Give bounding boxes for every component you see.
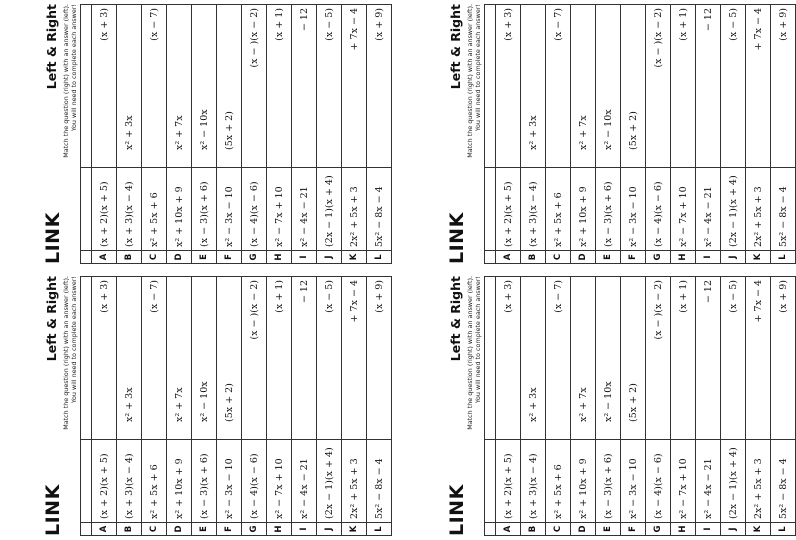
question-cell: (x + 3)(x − 4) — [117, 440, 142, 523]
row-letter: D — [167, 523, 192, 536]
answer-cell — [342, 277, 367, 440]
row-letter: F — [217, 251, 242, 264]
table-row — [746, 277, 771, 536]
row-letter: I — [292, 251, 317, 264]
answer-right: + 7x − 4 — [752, 8, 764, 51]
row-letter: D — [571, 251, 596, 264]
table-row — [292, 5, 317, 264]
row-letter: K — [746, 523, 771, 536]
table-row — [267, 5, 292, 264]
table-row — [546, 277, 571, 536]
matching-table-body — [81, 277, 392, 536]
answer-cell — [292, 5, 317, 168]
question-cell: x² + 5x + 6 — [546, 168, 571, 251]
question-cell: x² − 4x − 21 — [696, 168, 721, 251]
question-cell: (x − 4)(x − 6) — [242, 168, 267, 251]
table-row — [771, 277, 796, 536]
answer-left: x² + 7x — [577, 115, 589, 150]
question-cell: x² − 4x − 21 — [696, 440, 721, 523]
worksheet-instructions — [63, 276, 78, 536]
question-cell: 2x² + 5x + 3 — [342, 168, 367, 251]
answer-left: (5x + 2) — [627, 383, 639, 422]
row-letter: C — [546, 251, 571, 264]
table-row — [342, 277, 367, 536]
answer-left: (5x + 2) — [223, 383, 235, 422]
answer-cell — [746, 277, 771, 440]
worksheet-header — [44, 4, 78, 264]
row-letter: D — [167, 251, 192, 264]
question-cell: 5x² − 8x − 4 — [771, 440, 796, 523]
question-cell: x² − 3x − 10 — [217, 440, 242, 523]
answer-cell — [646, 277, 671, 440]
table-row — [596, 5, 621, 264]
table-row — [521, 277, 546, 536]
answer-right: (x + 9) — [777, 280, 789, 313]
answer-cell — [192, 5, 217, 168]
row-letter: I — [696, 523, 721, 536]
worksheet-title: LINK — [42, 212, 64, 264]
question-cell: 5x² − 8x − 4 — [367, 440, 392, 523]
table-row — [771, 5, 796, 264]
answer-cell — [671, 5, 696, 168]
answer-left: x² + 3x — [527, 387, 539, 422]
row-letter: D — [571, 523, 596, 536]
answer-cell — [621, 5, 646, 168]
question-cell: (2x − 1)(x + 4) — [317, 440, 342, 523]
question-cell: x² + 5x + 6 — [546, 440, 571, 523]
answer-right: (x + 3) — [502, 280, 514, 313]
answer-cell — [292, 277, 317, 440]
row-letter: A — [496, 523, 521, 536]
row-letter: B — [521, 251, 546, 264]
answer-cell — [117, 5, 142, 168]
answer-right: (x + 3) — [98, 280, 110, 313]
question-cell: x² + 5x + 6 — [142, 168, 167, 251]
row-letter: K — [342, 251, 367, 264]
table-row — [92, 5, 117, 264]
row-letter: A — [92, 523, 117, 536]
answer-right: (x − )(x − 2) — [248, 280, 260, 340]
question-cell: x² − 4x − 21 — [292, 168, 317, 251]
question-cell: x² − 7x + 10 — [267, 440, 292, 523]
link-worksheet — [446, 4, 789, 264]
row-letter: K — [746, 251, 771, 264]
row-letter: E — [596, 523, 621, 536]
question-cell: (x − 4)(x − 6) — [242, 440, 267, 523]
answer-right: (x − )(x − 2) — [652, 8, 664, 68]
row-letter: A — [496, 251, 521, 264]
answer-right: + 7x − 4 — [752, 280, 764, 323]
question-cell — [485, 168, 496, 251]
row-letter: L — [367, 251, 392, 264]
answer-cell — [646, 5, 671, 168]
instruction-line: Match the question (right) with an answer (left). — [62, 4, 70, 158]
matching-table — [80, 4, 392, 264]
question-cell: x² − 4x − 21 — [292, 440, 317, 523]
answer-cell — [671, 277, 696, 440]
answer-cell — [571, 5, 596, 168]
answer-cell — [367, 5, 392, 168]
table-row — [696, 277, 721, 536]
table-row — [696, 5, 721, 264]
row-letter — [485, 251, 496, 264]
answer-right: (x + 9) — [373, 280, 385, 313]
table-row — [546, 5, 571, 264]
answer-cell — [267, 277, 292, 440]
question-cell: (x + 2)(x + 5) — [496, 440, 521, 523]
matching-table — [484, 276, 796, 536]
answer-right: − 12 — [298, 8, 310, 32]
answer-cell — [242, 277, 267, 440]
answer-left: (5x + 2) — [223, 111, 235, 150]
table-row — [317, 5, 342, 264]
table-row — [496, 277, 521, 536]
table-row — [746, 5, 771, 264]
question-cell: x² + 10x + 9 — [571, 168, 596, 251]
question-cell: (x − 4)(x − 6) — [646, 440, 671, 523]
answer-right: (x + 1) — [273, 8, 285, 41]
instruction-line: Match the question (right) with an answer (left). — [466, 276, 474, 430]
question-cell: 5x² − 8x − 4 — [367, 168, 392, 251]
question-cell — [485, 440, 496, 523]
answer-cell — [217, 277, 242, 440]
answer-cell — [621, 277, 646, 440]
question-cell: x² − 7x + 10 — [267, 168, 292, 251]
answer-right: − 12 — [702, 280, 714, 304]
table-row — [192, 5, 217, 264]
question-cell: 2x² + 5x + 3 — [342, 440, 367, 523]
table-row — [596, 277, 621, 536]
table-row — [167, 277, 192, 536]
table-row — [167, 5, 192, 264]
answer-cell — [771, 5, 796, 168]
answer-left: x² + 3x — [527, 115, 539, 150]
row-letter: J — [721, 523, 746, 536]
matching-table-body — [81, 5, 392, 264]
answer-cell — [485, 5, 496, 168]
row-letter: B — [117, 523, 142, 536]
question-cell: (x + 3)(x − 4) — [117, 168, 142, 251]
answer-cell — [217, 5, 242, 168]
question-cell: 5x² − 8x − 4 — [771, 168, 796, 251]
table-row — [192, 277, 217, 536]
worksheet-title: LINK — [42, 484, 64, 536]
table-row — [721, 5, 746, 264]
question-cell: (2x − 1)(x + 4) — [317, 168, 342, 251]
question-cell: x² − 7x + 10 — [671, 440, 696, 523]
answer-right: (x − 7) — [148, 8, 160, 41]
table-row — [142, 5, 167, 264]
answer-cell — [367, 277, 392, 440]
answer-right: (x − )(x − 2) — [248, 8, 260, 68]
answer-cell — [596, 5, 621, 168]
row-letter: F — [217, 523, 242, 536]
answer-cell — [721, 277, 746, 440]
worksheet-title: LINK — [446, 212, 468, 264]
table-row — [242, 277, 267, 536]
answer-cell — [317, 5, 342, 168]
answer-left: x² − 10x — [602, 109, 614, 150]
table-row — [571, 5, 596, 264]
answer-cell — [485, 277, 496, 440]
worksheet-subtitle: Left & Right — [448, 4, 463, 90]
row-letter: G — [646, 251, 671, 264]
answer-right: (x − )(x − 2) — [652, 280, 664, 340]
answer-left: x² − 10x — [198, 381, 210, 422]
row-letter: I — [696, 251, 721, 264]
answer-left: (5x + 2) — [627, 111, 639, 150]
row-letter: C — [546, 523, 571, 536]
row-letter: E — [596, 251, 621, 264]
table-row — [571, 277, 596, 536]
answer-cell — [92, 5, 117, 168]
question-cell: (x − 3)(x + 6) — [192, 168, 217, 251]
link-worksheet — [42, 4, 385, 264]
row-letter: J — [317, 523, 342, 536]
question-cell: (x + 2)(x + 5) — [92, 168, 117, 251]
table-row — [142, 277, 167, 536]
table-row — [317, 277, 342, 536]
link-worksheet — [446, 276, 789, 536]
row-letter — [81, 523, 92, 536]
answer-cell — [746, 5, 771, 168]
answer-left: x² − 10x — [198, 109, 210, 150]
worksheet-subtitle: Left & Right — [44, 4, 59, 90]
question-cell: 2x² + 5x + 3 — [746, 168, 771, 251]
answer-right: (x − 7) — [552, 280, 564, 313]
question-cell: (x + 3)(x − 4) — [521, 168, 546, 251]
answer-right: + 7x − 4 — [348, 8, 360, 51]
worksheet-instructions — [467, 4, 482, 264]
table-row — [646, 277, 671, 536]
answer-cell — [546, 277, 571, 440]
answer-cell — [521, 5, 546, 168]
answer-cell — [596, 277, 621, 440]
answer-cell — [81, 5, 92, 168]
answer-cell — [142, 277, 167, 440]
answer-cell — [496, 5, 521, 168]
question-cell: (x − 3)(x + 6) — [596, 440, 621, 523]
instruction-line: You will need to complete each answer! — [473, 276, 482, 404]
table-row — [292, 277, 317, 536]
table-row — [342, 5, 367, 264]
row-letter: K — [342, 523, 367, 536]
table-row — [621, 5, 646, 264]
answer-right: (x − 5) — [727, 8, 739, 41]
row-letter: L — [771, 523, 796, 536]
table-row — [367, 5, 392, 264]
table-row — [621, 277, 646, 536]
table-row — [217, 5, 242, 264]
link-worksheet — [42, 276, 385, 536]
table-top-row — [81, 277, 92, 536]
answer-cell — [317, 277, 342, 440]
table-row — [217, 277, 242, 536]
row-letter — [485, 523, 496, 536]
answer-cell — [92, 277, 117, 440]
row-letter: C — [142, 523, 167, 536]
worksheet-header — [44, 276, 78, 536]
answer-left: x² − 10x — [602, 381, 614, 422]
worksheet-title: LINK — [446, 484, 468, 536]
answer-cell — [117, 277, 142, 440]
question-cell: x² − 3x − 10 — [621, 168, 646, 251]
answer-cell — [571, 277, 596, 440]
row-letter: J — [721, 251, 746, 264]
instruction-line: You will need to complete each answer! — [473, 4, 482, 132]
question-cell: (x − 3)(x + 6) — [192, 440, 217, 523]
question-cell: x² − 7x + 10 — [671, 168, 696, 251]
instruction-line: Match the question (right) with an answer (left). — [62, 276, 70, 430]
table-row — [117, 5, 142, 264]
answer-right: + 7x − 4 — [348, 280, 360, 323]
answer-cell — [696, 5, 721, 168]
answer-right: (x + 9) — [777, 8, 789, 41]
answer-right: (x + 3) — [502, 8, 514, 41]
question-cell: (2x − 1)(x + 4) — [721, 168, 746, 251]
row-letter: H — [267, 251, 292, 264]
row-letter: E — [192, 523, 217, 536]
question-cell: (x + 3)(x − 4) — [521, 440, 546, 523]
table-top-row — [485, 277, 496, 536]
answer-right: (x + 9) — [373, 8, 385, 41]
row-letter: B — [521, 523, 546, 536]
table-row — [671, 277, 696, 536]
table-top-row — [81, 5, 92, 264]
matching-table — [80, 276, 392, 536]
question-cell — [81, 168, 92, 251]
answer-right: (x + 3) — [98, 8, 110, 41]
table-row — [521, 5, 546, 264]
answer-right: (x + 1) — [677, 280, 689, 313]
instruction-line: You will need to complete each answer! — [69, 4, 78, 132]
matching-table-body — [485, 5, 796, 264]
question-cell: (x − 3)(x + 6) — [596, 168, 621, 251]
worksheet-subtitle: Left & Right — [44, 276, 59, 362]
answer-cell — [771, 277, 796, 440]
question-cell: x² + 5x + 6 — [142, 440, 167, 523]
row-letter: L — [771, 251, 796, 264]
row-letter: F — [621, 251, 646, 264]
worksheet-header — [448, 276, 482, 536]
answer-cell — [142, 5, 167, 168]
question-cell: (x + 2)(x + 5) — [496, 168, 521, 251]
row-letter: E — [192, 251, 217, 264]
question-cell: (x + 2)(x + 5) — [92, 440, 117, 523]
row-letter: F — [621, 523, 646, 536]
question-cell — [81, 440, 92, 523]
row-letter: C — [142, 251, 167, 264]
row-letter: G — [242, 251, 267, 264]
answer-left: x² + 3x — [123, 387, 135, 422]
answer-cell — [242, 5, 267, 168]
answer-right: (x − 5) — [727, 280, 739, 313]
answer-right: − 12 — [298, 280, 310, 304]
table-row — [267, 277, 292, 536]
answer-right: (x + 1) — [273, 280, 285, 313]
instruction-line: Match the question (right) with an answer (left). — [466, 4, 474, 158]
answer-cell — [267, 5, 292, 168]
row-letter — [81, 251, 92, 264]
row-letter: A — [92, 251, 117, 264]
table-row — [242, 5, 267, 264]
worksheet-instructions — [63, 4, 78, 264]
question-cell: x² − 3x − 10 — [621, 440, 646, 523]
question-cell: x² − 3x − 10 — [217, 168, 242, 251]
question-cell: (x − 4)(x − 6) — [646, 168, 671, 251]
table-row — [92, 277, 117, 536]
worksheet-instructions — [467, 276, 482, 536]
row-letter: L — [367, 523, 392, 536]
table-row — [671, 5, 696, 264]
table-row — [721, 277, 746, 536]
answer-right: (x − 7) — [148, 280, 160, 313]
instruction-line: You will need to complete each answer! — [69, 276, 78, 404]
answer-cell — [546, 5, 571, 168]
question-cell: x² + 10x + 9 — [167, 168, 192, 251]
row-letter: G — [242, 523, 267, 536]
table-top-row — [485, 5, 496, 264]
table-row — [496, 5, 521, 264]
answer-right: − 12 — [702, 8, 714, 32]
answer-right: (x − 5) — [323, 8, 335, 41]
answer-right: (x + 1) — [677, 8, 689, 41]
row-letter: G — [646, 523, 671, 536]
matching-table-body — [485, 277, 796, 536]
answer-cell — [167, 277, 192, 440]
row-letter: H — [267, 523, 292, 536]
question-cell: x² + 10x + 9 — [571, 440, 596, 523]
answer-cell — [521, 277, 546, 440]
answer-cell — [81, 277, 92, 440]
table-row — [367, 277, 392, 536]
answer-left: x² + 3x — [123, 115, 135, 150]
answer-cell — [167, 5, 192, 168]
table-row — [646, 5, 671, 264]
answer-right: (x − 5) — [323, 280, 335, 313]
answer-cell — [342, 5, 367, 168]
worksheet-subtitle: Left & Right — [448, 276, 463, 362]
answer-cell — [696, 277, 721, 440]
answer-left: x² + 7x — [173, 115, 185, 150]
question-cell: 2x² + 5x + 3 — [746, 440, 771, 523]
worksheet-header — [448, 4, 482, 264]
answer-cell — [721, 5, 746, 168]
row-letter: J — [317, 251, 342, 264]
row-letter: H — [671, 251, 696, 264]
answer-cell — [192, 277, 217, 440]
table-row — [117, 277, 142, 536]
row-letter: H — [671, 523, 696, 536]
row-letter: B — [117, 251, 142, 264]
answer-left: x² + 7x — [173, 387, 185, 422]
answer-cell — [496, 277, 521, 440]
row-letter: I — [292, 523, 317, 536]
question-cell: (2x − 1)(x + 4) — [721, 440, 746, 523]
answer-right: (x − 7) — [552, 8, 564, 41]
matching-table — [484, 4, 796, 264]
question-cell: x² + 10x + 9 — [167, 440, 192, 523]
answer-left: x² + 7x — [577, 387, 589, 422]
